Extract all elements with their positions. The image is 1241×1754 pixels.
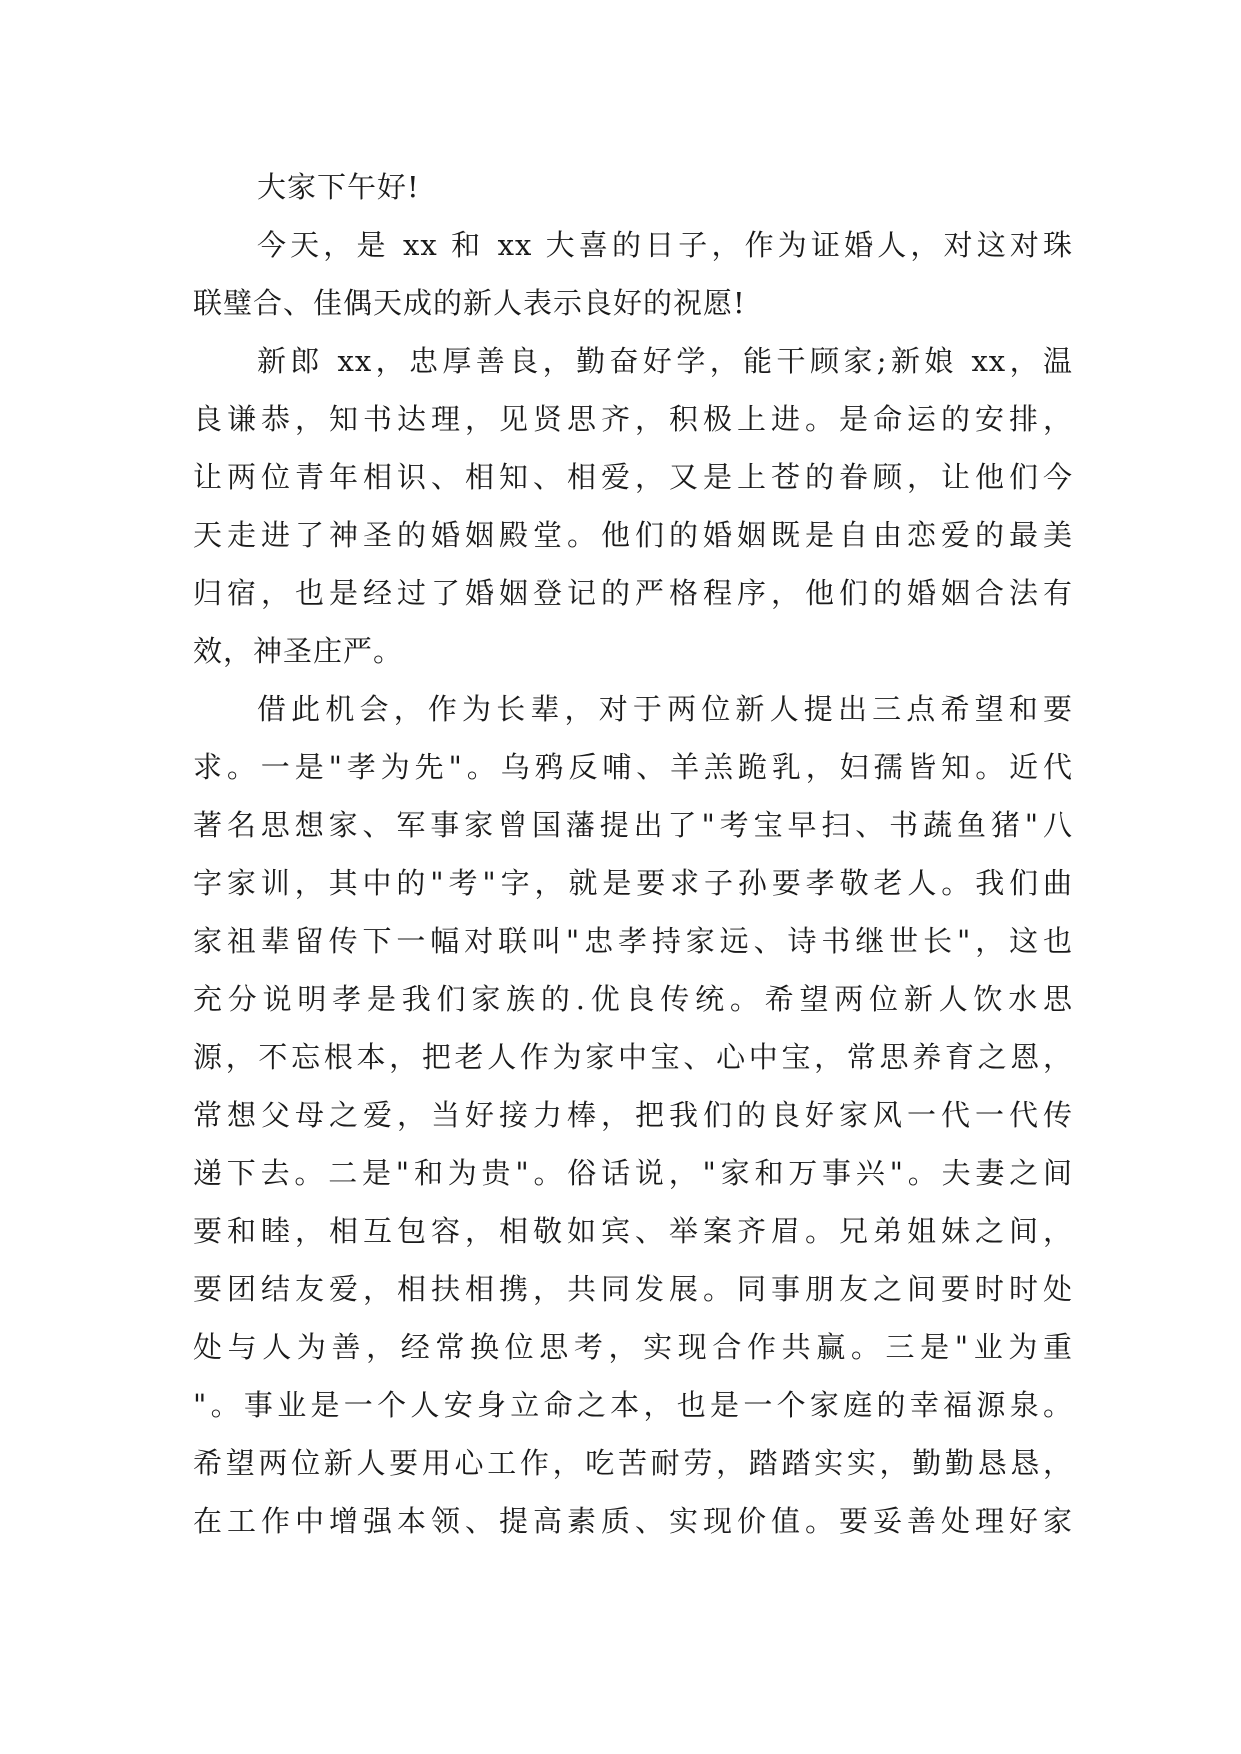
text-line: 借此机会，作为长辈，对于两位新人提出三点希望和要 xyxy=(257,692,1073,726)
text-line: 求。一是"孝为先"。乌鸦反哺、羊羔跪乳，妇孺皆知。近代 xyxy=(193,750,1073,784)
text-line: 处与人为善，经常换位思考，实现合作共赢。三是"业为重 xyxy=(193,1330,1073,1364)
document-body xyxy=(193,158,1073,1550)
text-line: 著名思想家、军事家曾国藩提出了"考宝早扫、书蔬鱼猪"八 xyxy=(193,808,1073,842)
text-line: 良谦恭，知书达理，见贤思齐，积极上进。是命运的安排， xyxy=(193,402,1073,436)
text-line: 在工作中增强本领、提高素质、实现价值。要妥善处理好家 xyxy=(193,1504,1073,1538)
text-line: 要团结友爱，相扶相携，共同发展。同事朋友之间要时时处 xyxy=(193,1272,1073,1306)
text-line: 字家训，其中的"考"字，就是要求子孙要孝敬老人。我们曲 xyxy=(193,866,1073,900)
text-line: 家祖辈留传下一幅对联叫"忠孝持家远、诗书继世长"，这也 xyxy=(193,924,1073,958)
text-line: 大家下午好! xyxy=(257,170,420,204)
text-line: 效，神圣庄严。 xyxy=(193,634,404,668)
text-line: 天走进了神圣的婚姻殿堂。他们的婚姻既是自由恋爱的最美 xyxy=(193,518,1073,552)
text-line: 充分说明孝是我们家族的.优良传统。希望两位新人饮水思 xyxy=(193,982,1073,1016)
text-line: 要和睦，相互包容，相敬如宾、举案齐眉。兄弟姐妹之间， xyxy=(193,1214,1073,1248)
text-line: 希望两位新人要用心工作，吃苦耐劳，踏踏实实，勤勤恳恳， xyxy=(193,1446,1073,1480)
text-line: 归宿，也是经过了婚姻登记的严格程序，他们的婚姻合法有 xyxy=(193,576,1073,610)
text-line: 常想父母之爱，当好接力棒，把我们的良好家风一代一代传 xyxy=(193,1098,1073,1132)
text-line: "。事业是一个人安身立命之本，也是一个家庭的幸福源泉。 xyxy=(193,1388,1073,1422)
text-line: 源，不忘根本，把老人作为家中宝、心中宝，常思养育之恩， xyxy=(193,1040,1073,1074)
text-line: 新郎 xx，忠厚善良，勤奋好学，能干顾家;新娘 xx，温 xyxy=(257,344,1073,378)
text-line: 让两位青年相识、相知、相爱，又是上苍的眷顾，让他们今 xyxy=(193,460,1073,494)
text-line: 递下去。二是"和为贵"。俗话说，"家和万事兴"。夫妻之间 xyxy=(193,1156,1073,1190)
text-line: 联璧合、佳偶天成的新人表示良好的祝愿! xyxy=(193,286,746,320)
text-line: 今天，是 xx 和 xx 大喜的日子，作为证婚人，对这对珠 xyxy=(257,228,1073,262)
